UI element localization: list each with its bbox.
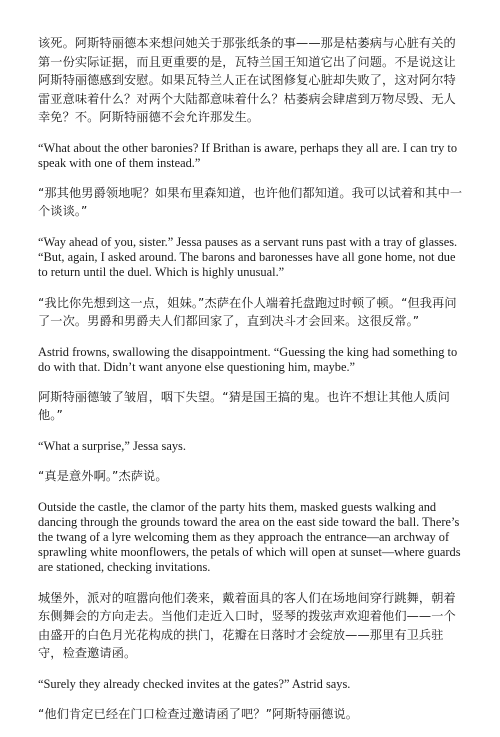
paragraph-zh: 阿斯特丽德皱了皱眉，咽下失望。“猜是国王搞的鬼。也许不想让其他人质问他。” — [38, 389, 450, 423]
paragraph-en: Outside the castle, the clamor of the party hits them, masked guests walking and dancing through the grounds toward the area on the east side toward the ball. There’s the twang of a lyre welcoming them as they approach the entrance—an archway of sprawling white moonflowers, the petals of which will open at sunset—where guards are stationed, checking invitations. — [38, 499, 461, 575]
paragraph-en: “What about the other baronies? If Brithan is aware, perhaps they all are. I can try to speak with one of them instead.” — [38, 140, 458, 170]
paragraph-en: “Way ahead of you, sister.” Jessa pauses as a servant runs past with a tray of glasses. “But, again, I asked around. The barons and baronesses have all gone home, not due to return until the duel. Which is highly unusual.” — [38, 234, 458, 280]
paragraph-en: “What a surprise,” Jessa says. — [38, 438, 186, 453]
paragraph-zh: 该死。阿斯特丽德本来想问她关于那张纸条的事——那是枯萎病与心脏有关的第一份实际证据，而且更重要的是，瓦特兰国王知道它出了问题。不是说这让阿斯特丽德感到安慰。如果瓦特兰人正在试图修复心脏却失败了，这对阿尔特雷亚意味着什么？对两个大陆都意味着什么？枯萎病会肆虐到万物尽毁、无人幸免？不。阿斯特丽德不会允许那发生。 — [38, 36, 456, 124]
paragraph-zh: “我比你先想到这一点，姐妹。”杰萨在仆人端着托盘跑过时顿了顿。“但我再问了一次。男爵和男爵夫人们都回家了，直到决斗才会回来。这很反常。” — [38, 295, 457, 329]
paragraph-zh: “那其他男爵领地呢？如果布里森知道，也许他们都知道。我可以试着和其中一个谈谈。” — [38, 185, 463, 219]
paragraph-zh: “真是意外啊。”杰萨说。 — [38, 469, 168, 484]
paragraph-zh: “他们肯定已经在门口检查过邀请函了吧？”阿斯特丽德说。 — [38, 706, 359, 721]
paragraph-en: Astrid frowns, swallowing the disappointment. “Guessing the king had something to do with that. Didn’t want anyone else questioning him, maybe.” — [38, 344, 458, 374]
document-page — [38, 34, 466, 737]
paragraph-en: “Surely they already checked invites at the gates?” Astrid says. — [38, 676, 351, 691]
paragraph-zh: 城堡外，派对的喧嚣向他们袭来，戴着面具的客人们在场地间穿行跳舞，朝着东侧舞会的方向走去。当他们走近入口时，竖琴的拨弦声欢迎着他们——一个由盛开的白色月光花构成的拱门，花瓣在日落时才会绽放——那里有卫兵驻守，检查邀请函。 — [38, 590, 456, 661]
